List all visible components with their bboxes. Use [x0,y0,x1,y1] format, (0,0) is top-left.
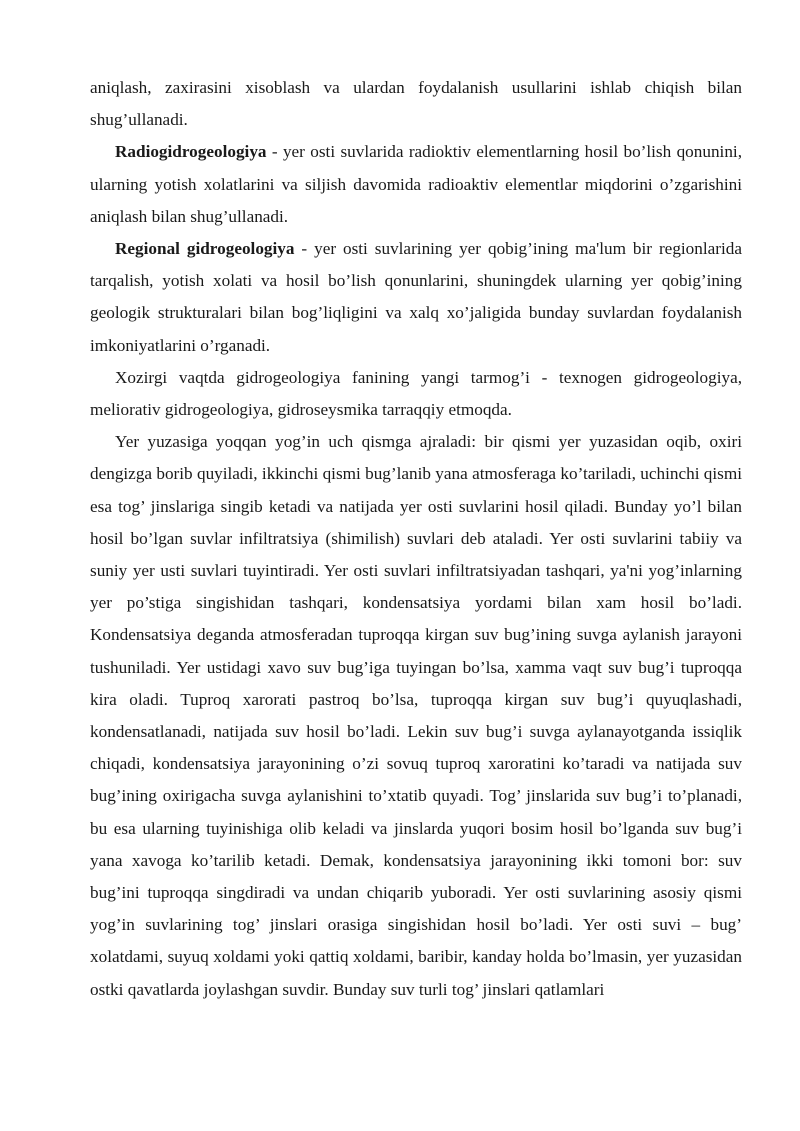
term-regional-gidrogeologiya: Regional gidrogeologiya [115,239,295,259]
term-radiogidrogeologiya: Radiogidrogeologiya [115,142,267,162]
paragraph-text: - yer osti suvlarida radioktiv elementlarning hosil bo’lish qonunini, ularning yotish xolatlarini va siljish davomida radioaktiv elementlar miqdorini o’zgarishini aniqlash bilan shug’ullanadi. [90,142,742,226]
paragraph-radiogidrogeologiya [90,136,742,233]
paragraph-text: aniqlash, zaxirasini xisoblash va ulardan foydalanish usullarini ishlab chiqish bilan shug’ullanadi. [90,78,742,130]
paragraph-regional-gidrogeologiya [90,233,742,362]
paragraph-continuation [90,72,742,136]
document-page [90,72,742,1006]
paragraph-xozirgi-vaqtda [90,362,742,426]
paragraph-text: - yer osti suvlarining yer qobig’ining ma'lum bir regionlarida tarqalish, yotish xolati va hosil bo’lish qonunlarini, shuningdek ularning yer qobig’ining geologik strukturalari bilan bog’liqligini va xalq xo’jaligida bunday suvlardan foydalanish imkoniyatlarini o’rganadi. [90,239,742,355]
paragraph-text: Xozirgi vaqtda gidrogeologiya fanining yangi tarmog’i - texnogen gidrogeologiya, meliorativ gidrogeologiya, gidroseysmika tarraqqiy etmoqda. [90,367,742,420]
paragraph-yer-yuzasiga [90,426,742,1006]
paragraph-text: Yer yuzasiga yoqqan yog’in uch qismga ajraladi: bir qismi yer yuzasidan oqib, oxiri dengizga borib quyiladi, ikkinchi qismi bug’lanib yana atmosferaga ko’tariladi, uchinchi qismi esa tog’ jinslariga singib ketadi va natijada yer osti suvlarini hosil qiladi. Bunday yo’l bilan hosil bo’lgan suvlar infiltratsiya (shimilish) suvlari deb ataladi. Yer osti suvlarini tabiiy va suniy yer usti suvlari tuyintiradi. Yer osti suvlari infiltratsiyadan tashqari, ya'ni yog’inlarning yer po’stiga singishidan tashqari, kondensatsiya yordami bilan xam hosil bo’ladi. Kondensatsiya deganda atmosferadan tuproqqa kirgan suv bug’ining suvga aylanish jarayoni tushuniladi. Yer ustidagi xavo suv bug’iga tuyingan bo’lsa, xamma vaqt suv bug’i tuproqqa kira oladi. Tuproq xarorati pastroq bo’lsa, tuproqqa kirgan suv bug’i quyuqlashadi, kondensatlanadi, natijada suv hosil bo’ladi. Lekin suv bug’i suvga aylanayotganda issiqlik chiqadi, kondensatsiya jarayonining o’zi sovuq tuproq xaroratini ko’taradi va natijada suv bug’ining oxirigacha suvga aylanishini to’xtatib quyadi. Tog’ jinslarida suv bug’i to’planadi, bu esa ularning tuyinishiga olib keladi va jinslarda yuqori bosim hosil bo’lganda suv bug’i yana xavoga ko’tarilib ketadi. Demak, kondensatsiya jarayonining ikki tomoni bor: suv bug’ini tuproqqa singdiradi va undan chiqarib yuboradi. Yer osti suvlarining asosiy qismi yog’in suvlarining tog’ jinslari orasiga singishidan hosil bo’ladi. Yer osti suvi – bug’ xolatdami, suyuq xoldami yoki qattiq xoldami, baribir, kanday holda bo’lmasin, yer yuzasidan ostki qavatlarda joylashgan suvdir. Bunday suv turli tog’ jinslari qatlamlari [90,432,742,999]
